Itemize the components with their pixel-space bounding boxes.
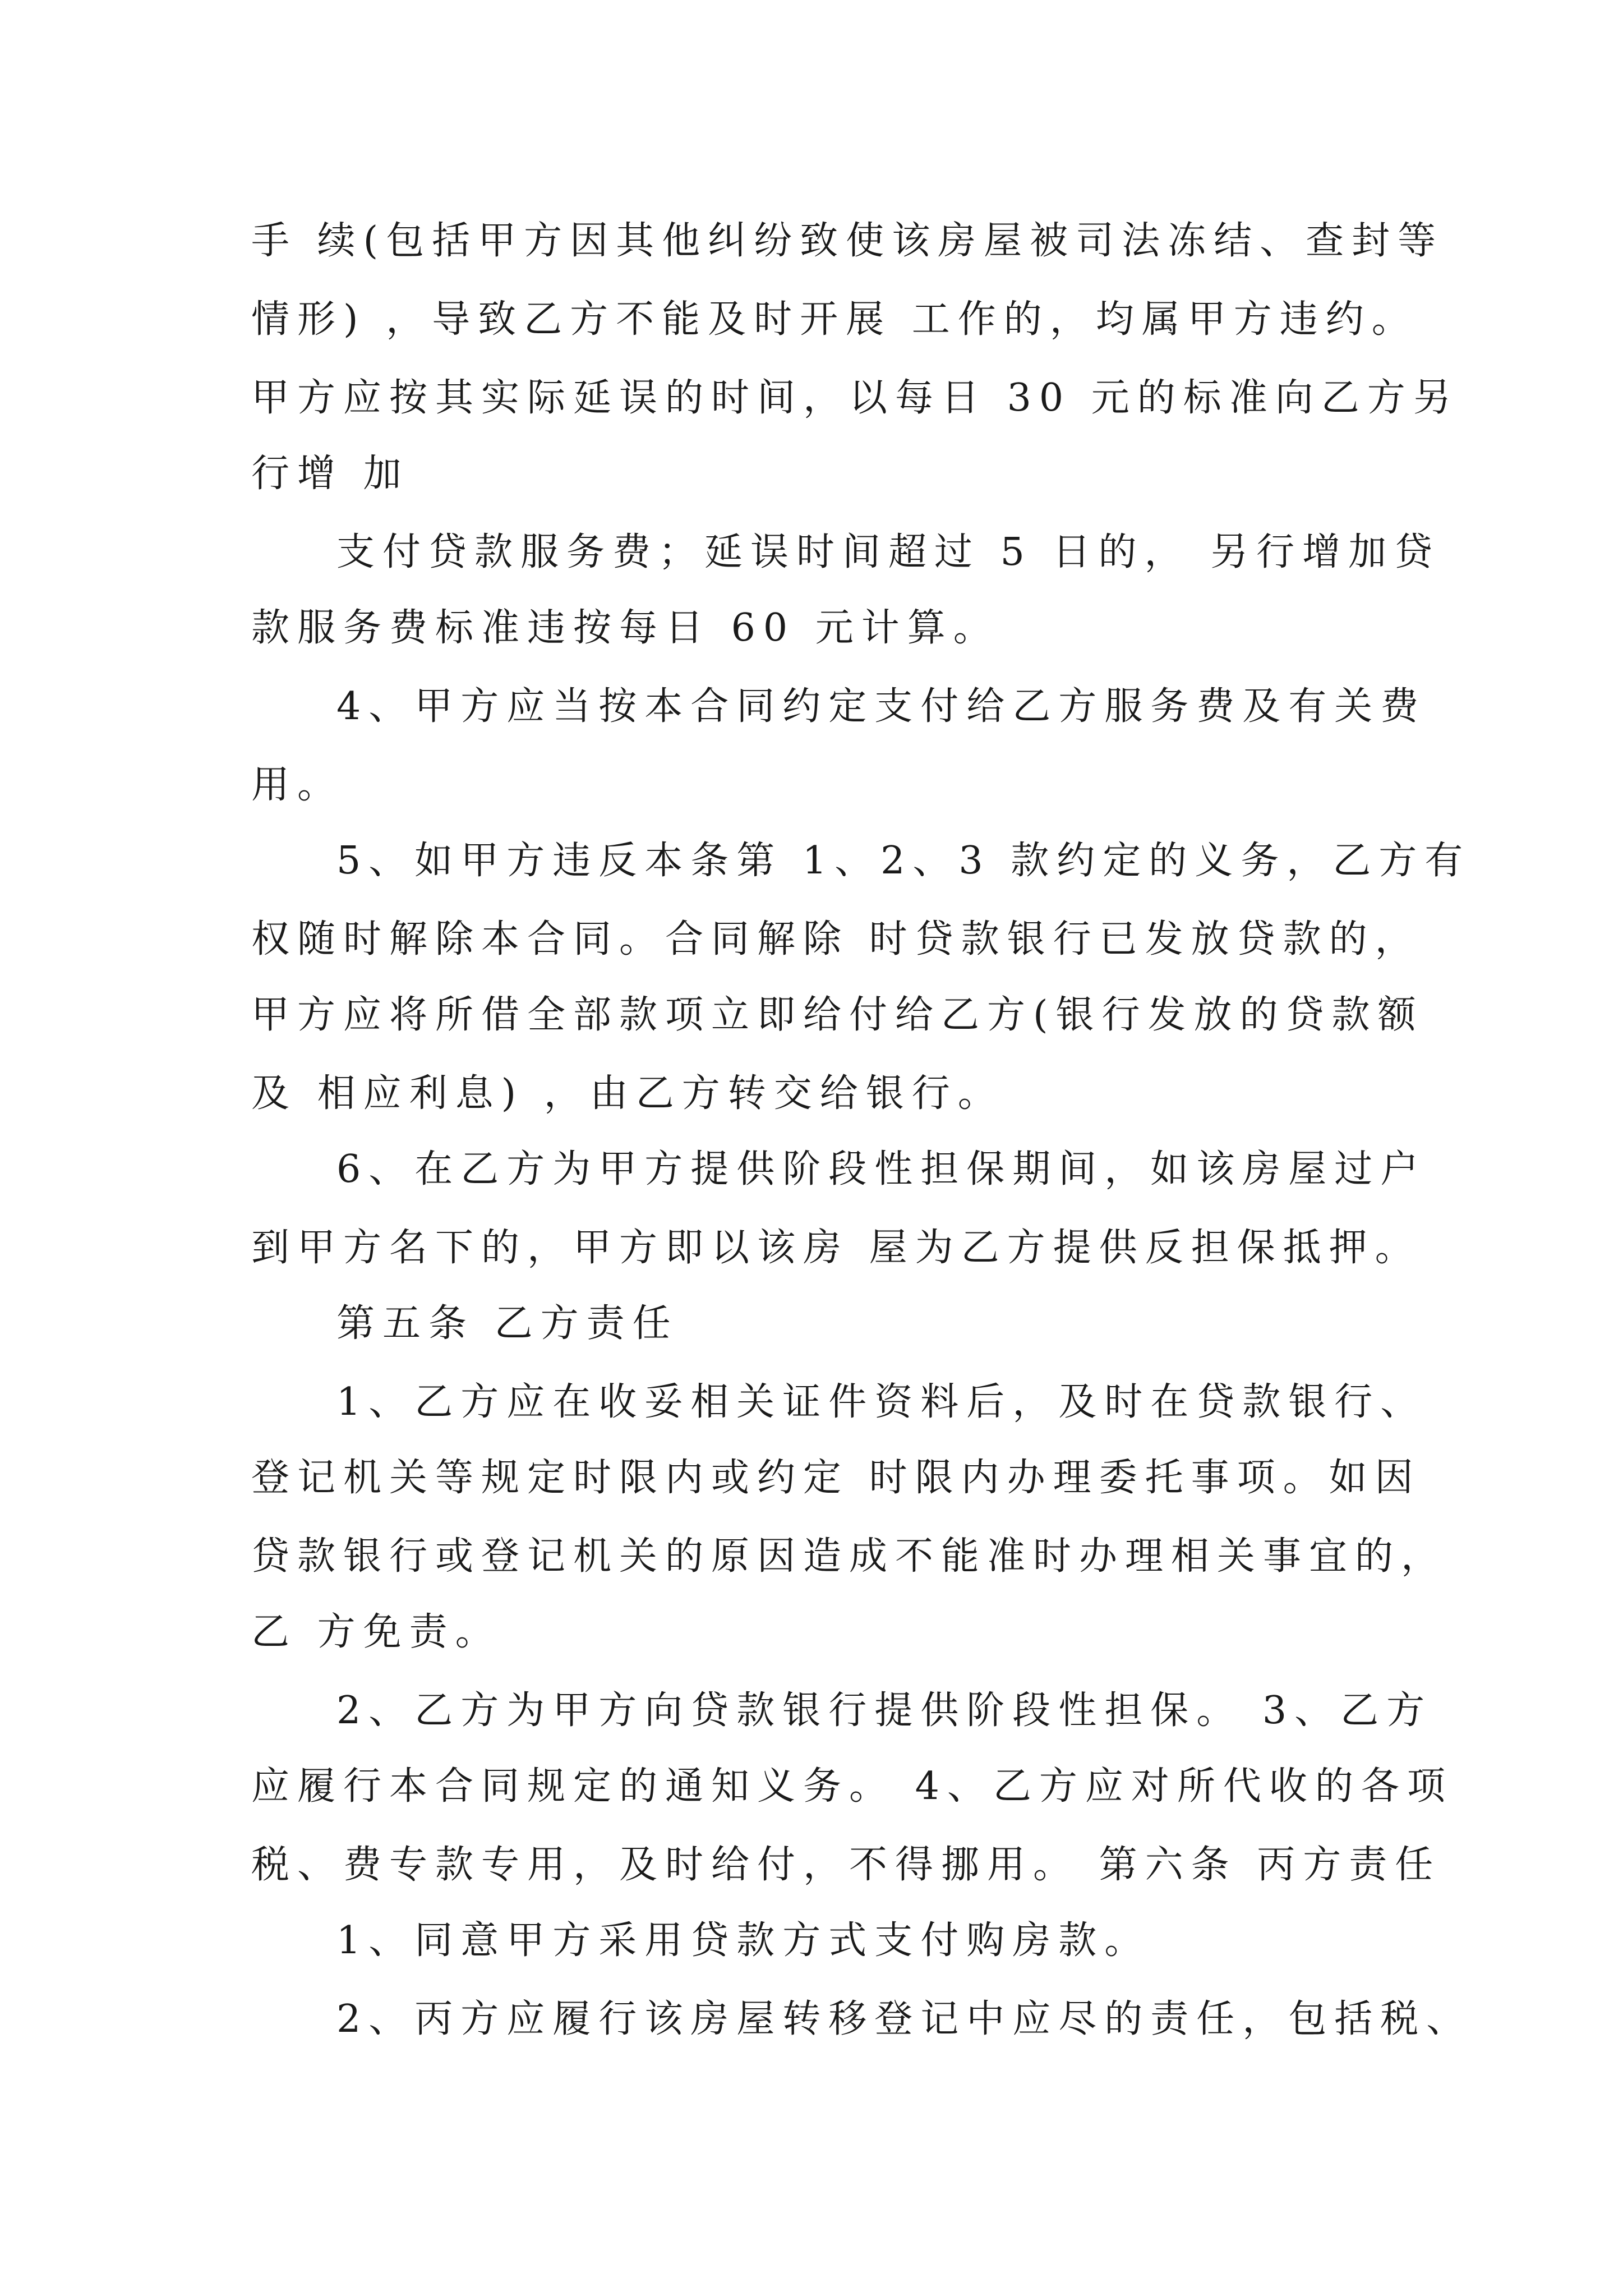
text-line: 用。 [251, 763, 344, 807]
text-line: 到甲方名下的，甲方即以该房 屋为乙方提供反担保抵押。 [251, 1226, 1421, 1270]
paragraph-line: 6、在乙方为甲方提供阶段性担保期间，如该房屋过户 [336, 1147, 1427, 1191]
text-line: 税、费专款专用，及时给付，不得挪用。 第六条 丙方责任 [251, 1843, 1441, 1887]
text-line: 款服务费标准违按每日 60 元计算。 [251, 606, 999, 650]
text-line: 乙 方免责。 [251, 1610, 501, 1654]
text-line: 行增 加 [251, 452, 409, 496]
paragraph-line: 支付贷款服务费；延误时间超过 5 日的， 另行增加贷 [336, 530, 1441, 574]
text-line: 权随时解除本合同。合同解除 时贷款银行已发放贷款的， [251, 917, 1421, 961]
text-line: 甲方应按其实际延误的时间，以每日 30 元的标准向乙方另 [251, 376, 1459, 420]
text-line: 手 续(包括甲方因其他纠纷致使该房屋被司法冻结、查封等 [251, 219, 1444, 263]
paragraph-line: 4、甲方应当按本合同约定支付给乙方服务费及有关费 [336, 684, 1427, 729]
text-line: 登记机关等规定时限内或约定 时限内办理委托事项。如因 [251, 1456, 1421, 1500]
paragraph-line: 5、如甲方违反本条第 1、2、3 款约定的义务，乙方有 [336, 839, 1471, 883]
section-heading: 第五条 乙方责任 [336, 1301, 679, 1346]
paragraph-line: 2、乙方为甲方向贷款银行提供阶段性担保。 3、乙方 [336, 1688, 1433, 1733]
paragraph-line: 2、丙方应履行该房屋转移登记中应尽的责任，包括税、 [336, 1997, 1473, 2041]
paragraph-line: 1、乙方应在收妥相关证件资料后，及时在贷款银行、 [336, 1380, 1427, 1424]
text-line: 情形) ，导致乙方不能及时开展 工作的，均属甲方违约。 [251, 297, 1418, 342]
paragraph-line: 1、同意甲方采用贷款方式支付购房款。 [336, 1918, 1151, 1963]
text-line: 应履行本合同规定的通知义务。 4、乙方应对所代收的各项 [251, 1764, 1453, 1809]
text-line: 贷款银行或登记机关的原因造成不能准时办理相关事宜的， [251, 1534, 1447, 1579]
text-line: 及 相应利息) ，由乙方转交给银行。 [251, 1071, 1004, 1116]
text-line: 甲方应将所借全部款项立即给付给乙方(银行发放的贷款额 [251, 993, 1424, 1037]
